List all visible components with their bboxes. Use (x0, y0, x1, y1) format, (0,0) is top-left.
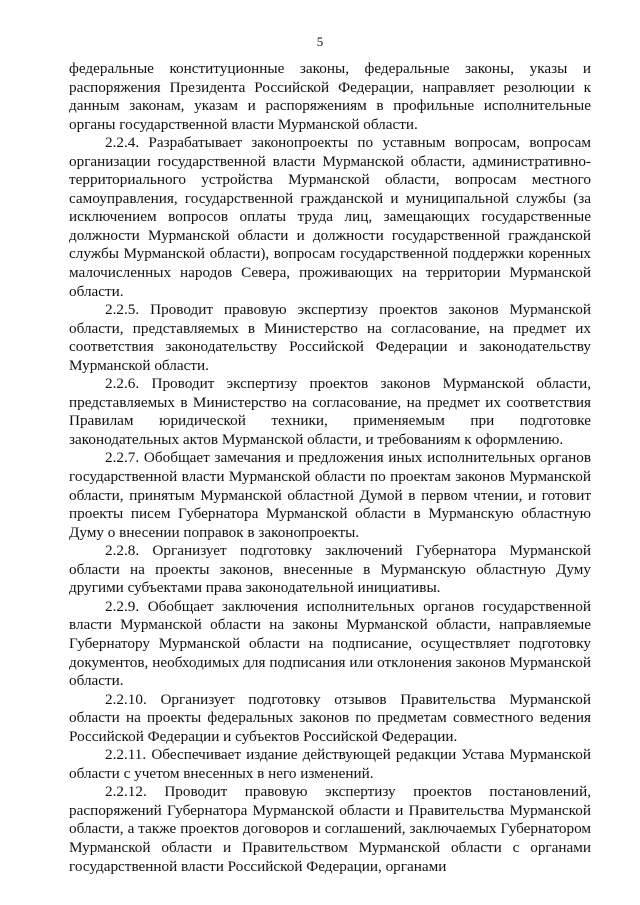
document-body (69, 60, 591, 876)
paragraph-2-2-5: 2.2.5. Проводит правовую экспертизу проектов законов Мурманской области, представляемых в Министерство на согласование, на предмет их соответствия законодательству Российской Федерации и законодательству Мурманской области. (69, 301, 591, 374)
paragraph-2-2-4: 2.2.4. Разрабатывает законопроекты по уставным вопросам, вопросам организации государственной власти Мурманской области, административно-территориального устройства Мурманской области, вопросам местного самоуправления, государственной гражданской и муниципальной службы (за исключением вопросов оплаты труда лиц, замещающих государственные должности Мурманской области и должности государственной гражданской службы Мурманской области), вопросам государственной поддержки коренных малочисленных народов Севера, проживающих на территории Мурманской области. (69, 134, 591, 300)
paragraph-2-2-8: 2.2.8. Организует подготовку заключений Губернатора Мурманской области на проекты законов, внесенные в Мурманскую областную Думу другими субъектами права законодательной инициативы. (69, 542, 591, 597)
paragraph-2-2-9: 2.2.9. Обобщает заключения исполнительных органов государственной власти Мурманской области на законы Мурманской области, направляемые Губернатору Мурманской области на подписание, осуществляет подготовку документов, необходимых для подписания или отклонения законов Мурманской области. (69, 597, 591, 690)
paragraph-continuation: федеральные конституционные законы, федеральные законы, указы и распоряжения Президента Российской Федерации, направляет резолюции к данным законам, указам и распоряжениям в профильные исполнительные органы государственной власти Мурманской области. (69, 60, 591, 133)
page-number: 5 (316, 34, 324, 49)
paragraph-2-2-11: 2.2.11. Обеспечивает издание действующей редакции Устава Мурманской области с учетом внесенных в него изменений. (69, 746, 591, 782)
paragraph-2-2-12: 2.2.12. Проводит правовую экспертизу проектов постановлений, распоряжений Губернатора Мурманской области и Правительства Мурманской области, а также проектов договоров и соглашений, заключаемых Губернатором Мурманской области и Правительством Мурманской области с органами государственной власти Российской Федерации, органами (69, 783, 591, 875)
paragraph-2-2-10: 2.2.10. Организует подготовку отзывов Правительства Мурманской области на проекты федеральных законов по предметам совместного ведения Российской Федерации и субъектов Российской Федерации. (69, 690, 591, 745)
paragraph-2-2-6: 2.2.6. Проводит экспертизу проектов законов Мурманской области, представляемых в Министерство на согласование, на предмет их соответствия Правилам юридической техники, применяемым при подготовке законодательных актов Мурманской области, и требованиям к оформлению. (69, 375, 591, 448)
paragraph-2-2-7: 2.2.7. Обобщает замечания и предложения иных исполнительных органов государственной власти Мурманской области по проектам законов Мурманской области, принятым Мурманской областной Думой в первом чтении, и готовит проекты писем Губернатора Мурманской области в Мурманскую областную Думу о внесении поправок в законопроекты. (69, 449, 591, 541)
